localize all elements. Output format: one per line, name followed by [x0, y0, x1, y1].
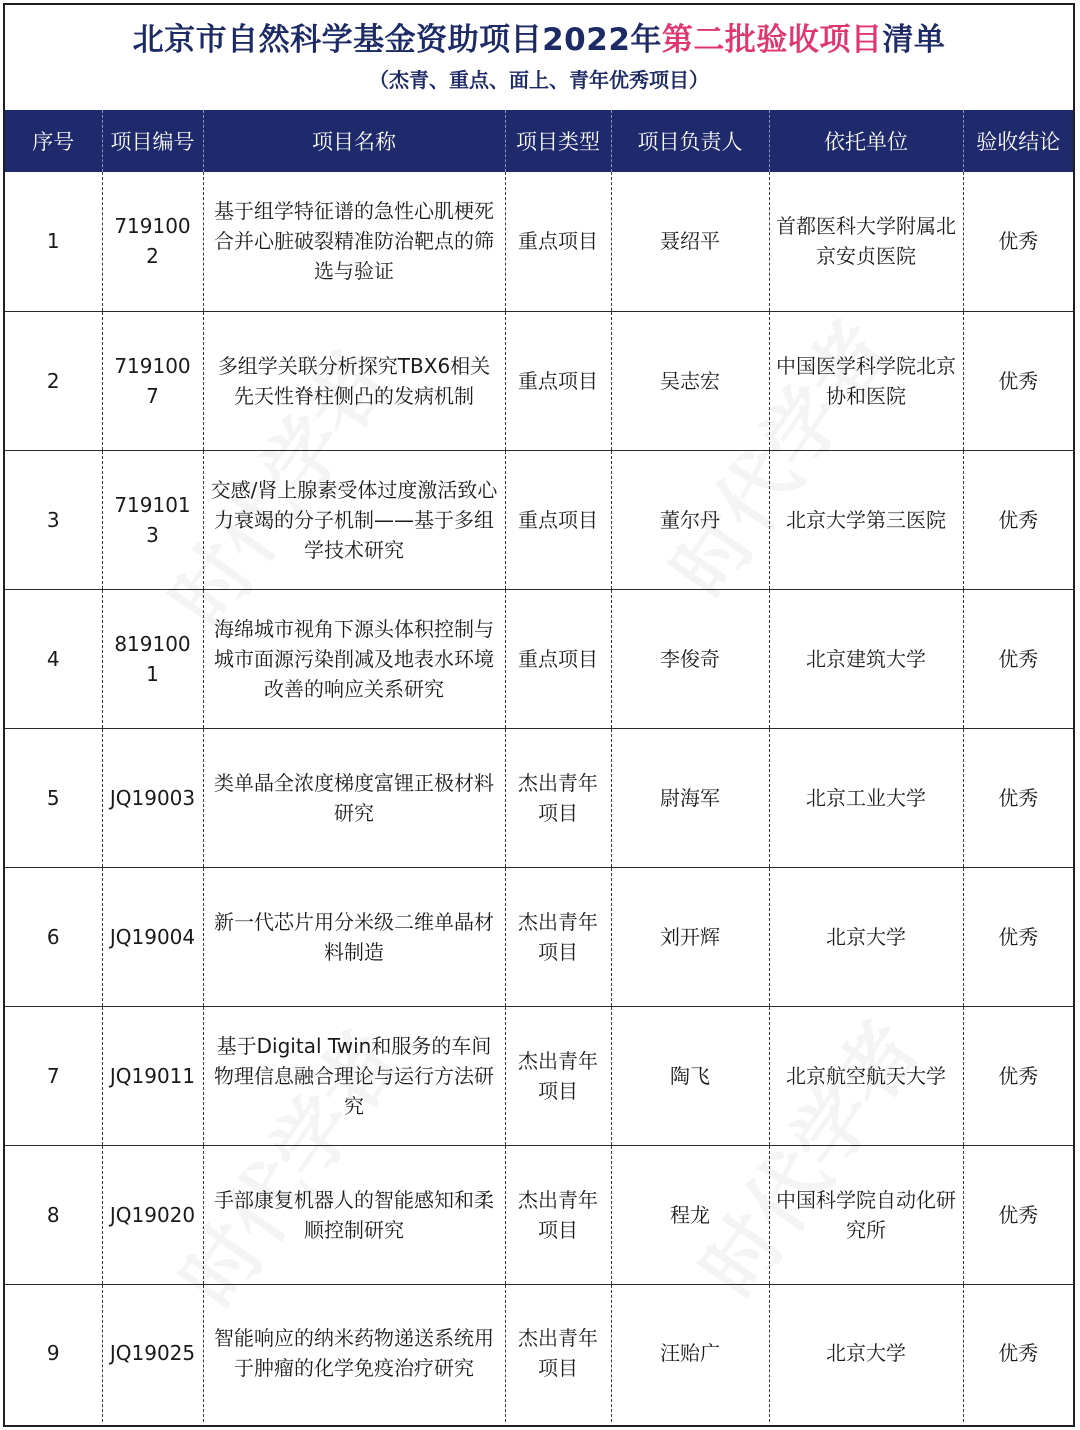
- header-type: 项目类型: [505, 110, 611, 172]
- cell-institution: 北京大学第三医院: [769, 450, 963, 589]
- cell-result: 优秀: [963, 172, 1073, 311]
- table-header: [5, 110, 1073, 172]
- cell-leader: 李俊奇: [611, 589, 769, 728]
- cell-institution: 北京工业大学: [769, 728, 963, 867]
- cell-type: 重点项目: [505, 172, 611, 311]
- header-code: 项目编号: [102, 110, 203, 172]
- cell-leader: 聂绍平: [611, 172, 769, 311]
- cell-name: 类单晶全浓度梯度富锂正极材料研究: [203, 728, 505, 867]
- cell-type: 杰出青年项目: [505, 867, 611, 1006]
- cell-name: 多组学关联分析探究TBX6相关先天性脊柱侧凸的发病机制: [203, 311, 505, 450]
- title-part-1: 北京市自然科学基金资助项目2022年: [132, 22, 662, 58]
- cell-code: JQ19025: [102, 1284, 203, 1422]
- cell-type: 重点项目: [505, 450, 611, 589]
- cell-index: 6: [5, 867, 102, 1006]
- cell-index: 2: [5, 311, 102, 450]
- cell-code: JQ19020: [102, 1145, 203, 1284]
- table-row: [5, 450, 1073, 589]
- cell-type: 杰出青年项目: [505, 728, 611, 867]
- cell-index: 9: [46, 1341, 60, 1366]
- header-row: [5, 110, 1073, 172]
- cell-type: 重点项目: [505, 311, 611, 450]
- cell-name: 基于Digital Twin和服务的车间物理信息融合理论与运行方法研究: [203, 1006, 505, 1145]
- table-row: [5, 311, 1073, 450]
- title-highlight: 第二批验收项目: [661, 22, 883, 58]
- cell-leader: 尉海军: [611, 728, 769, 867]
- table-row: [5, 1284, 1073, 1422]
- title-part-2: 清单: [882, 22, 946, 58]
- cell-name: 新一代芯片用分米级二维单晶材料制造: [203, 867, 505, 1006]
- cell-code: JQ19004: [102, 867, 203, 1006]
- cell-index: 8: [5, 1145, 102, 1284]
- cell-index: 5: [5, 728, 102, 867]
- document-frame: [3, 3, 1075, 1427]
- cell-leader: 陶飞: [611, 1006, 769, 1145]
- cell-name: 基于组学特征谱的急性心肌梗死合并心脏破裂精准防治靶点的筛选与验证: [203, 172, 505, 311]
- header-leader: 项目负责人: [611, 110, 769, 172]
- cell-index: 1: [5, 172, 102, 311]
- cell-result: 优秀: [963, 450, 1073, 589]
- cell-result: 优秀: [963, 867, 1073, 1006]
- cell-name: 智能响应的纳米药物递送系统用于肿瘤的化学免疫治疗研究: [203, 1284, 505, 1422]
- cell-leader: 吴志宏: [611, 311, 769, 450]
- cell-index: 4: [5, 589, 102, 728]
- cell-code: 7191013: [102, 450, 203, 589]
- header-result: 验收结论: [963, 110, 1073, 172]
- page-title: [5, 19, 1073, 61]
- cell-institution: 北京大学: [769, 867, 963, 1006]
- table-row: [5, 867, 1073, 1006]
- cell-result: 优秀: [963, 1006, 1073, 1145]
- cell-result: 优秀: [963, 728, 1073, 867]
- cell-name: 交感/肾上腺素受体过度激活致心力衰竭的分子机制——基于多组学技术研究: [203, 450, 505, 589]
- cell-code: JQ19011: [102, 1006, 203, 1145]
- cell-institution: 北京大学: [769, 1284, 963, 1422]
- cell-code: 7191007: [102, 311, 203, 450]
- cell-leader: 董尔丹: [611, 450, 769, 589]
- cell-name: 海绵城市视角下源头体积控制与城市面源污染削减及地表水环境改善的响应关系研究: [203, 589, 505, 728]
- cell-index: 3: [5, 450, 102, 589]
- cell-type: 杰出青年项目: [505, 1145, 611, 1284]
- table-body: [5, 172, 1073, 1422]
- table-row: [5, 1006, 1073, 1145]
- table-row: [5, 1145, 1073, 1284]
- cell-institution: 中国科学院自动化研究所: [769, 1145, 963, 1284]
- cell-institution: 中国医学科学院北京协和医院: [769, 311, 963, 450]
- header-index: 序号: [5, 110, 102, 172]
- page-subtitle: （杰青、重点、面上、青年优秀项目）: [369, 68, 709, 92]
- cell-leader: 刘开辉: [611, 867, 769, 1006]
- table-row: [5, 728, 1073, 867]
- cell-name: 手部康复机器人的智能感知和柔顺控制研究: [203, 1145, 505, 1284]
- header-institution: 依托单位: [769, 110, 963, 172]
- cell-code: 7191002: [102, 172, 203, 311]
- cell-institution: 北京航空航天大学: [769, 1006, 963, 1145]
- project-table: [5, 110, 1073, 1422]
- cell-institution: 北京建筑大学: [769, 589, 963, 728]
- cell-code: 8191001: [102, 589, 203, 728]
- table-row: [5, 589, 1073, 728]
- cell-leader: 汪贻广: [611, 1284, 769, 1422]
- header-name: 项目名称: [203, 110, 505, 172]
- cell-result: 优秀: [963, 1145, 1073, 1284]
- table-row: [5, 172, 1073, 311]
- cell-code: JQ19003: [102, 728, 203, 867]
- cell-type: 重点项目: [505, 589, 611, 728]
- cell-type: 杰出青年项目: [505, 1284, 611, 1422]
- title-area: [5, 5, 1073, 110]
- cell-institution: 首都医科大学附属北京安贞医院: [769, 172, 963, 311]
- cell-result: 优秀: [963, 1284, 1073, 1422]
- cell-leader: 程龙: [611, 1145, 769, 1284]
- cell-result: 优秀: [963, 589, 1073, 728]
- cell-index: 7: [5, 1006, 102, 1145]
- cell-result: 优秀: [963, 311, 1073, 450]
- cell-type: 杰出青年项目: [505, 1006, 611, 1145]
